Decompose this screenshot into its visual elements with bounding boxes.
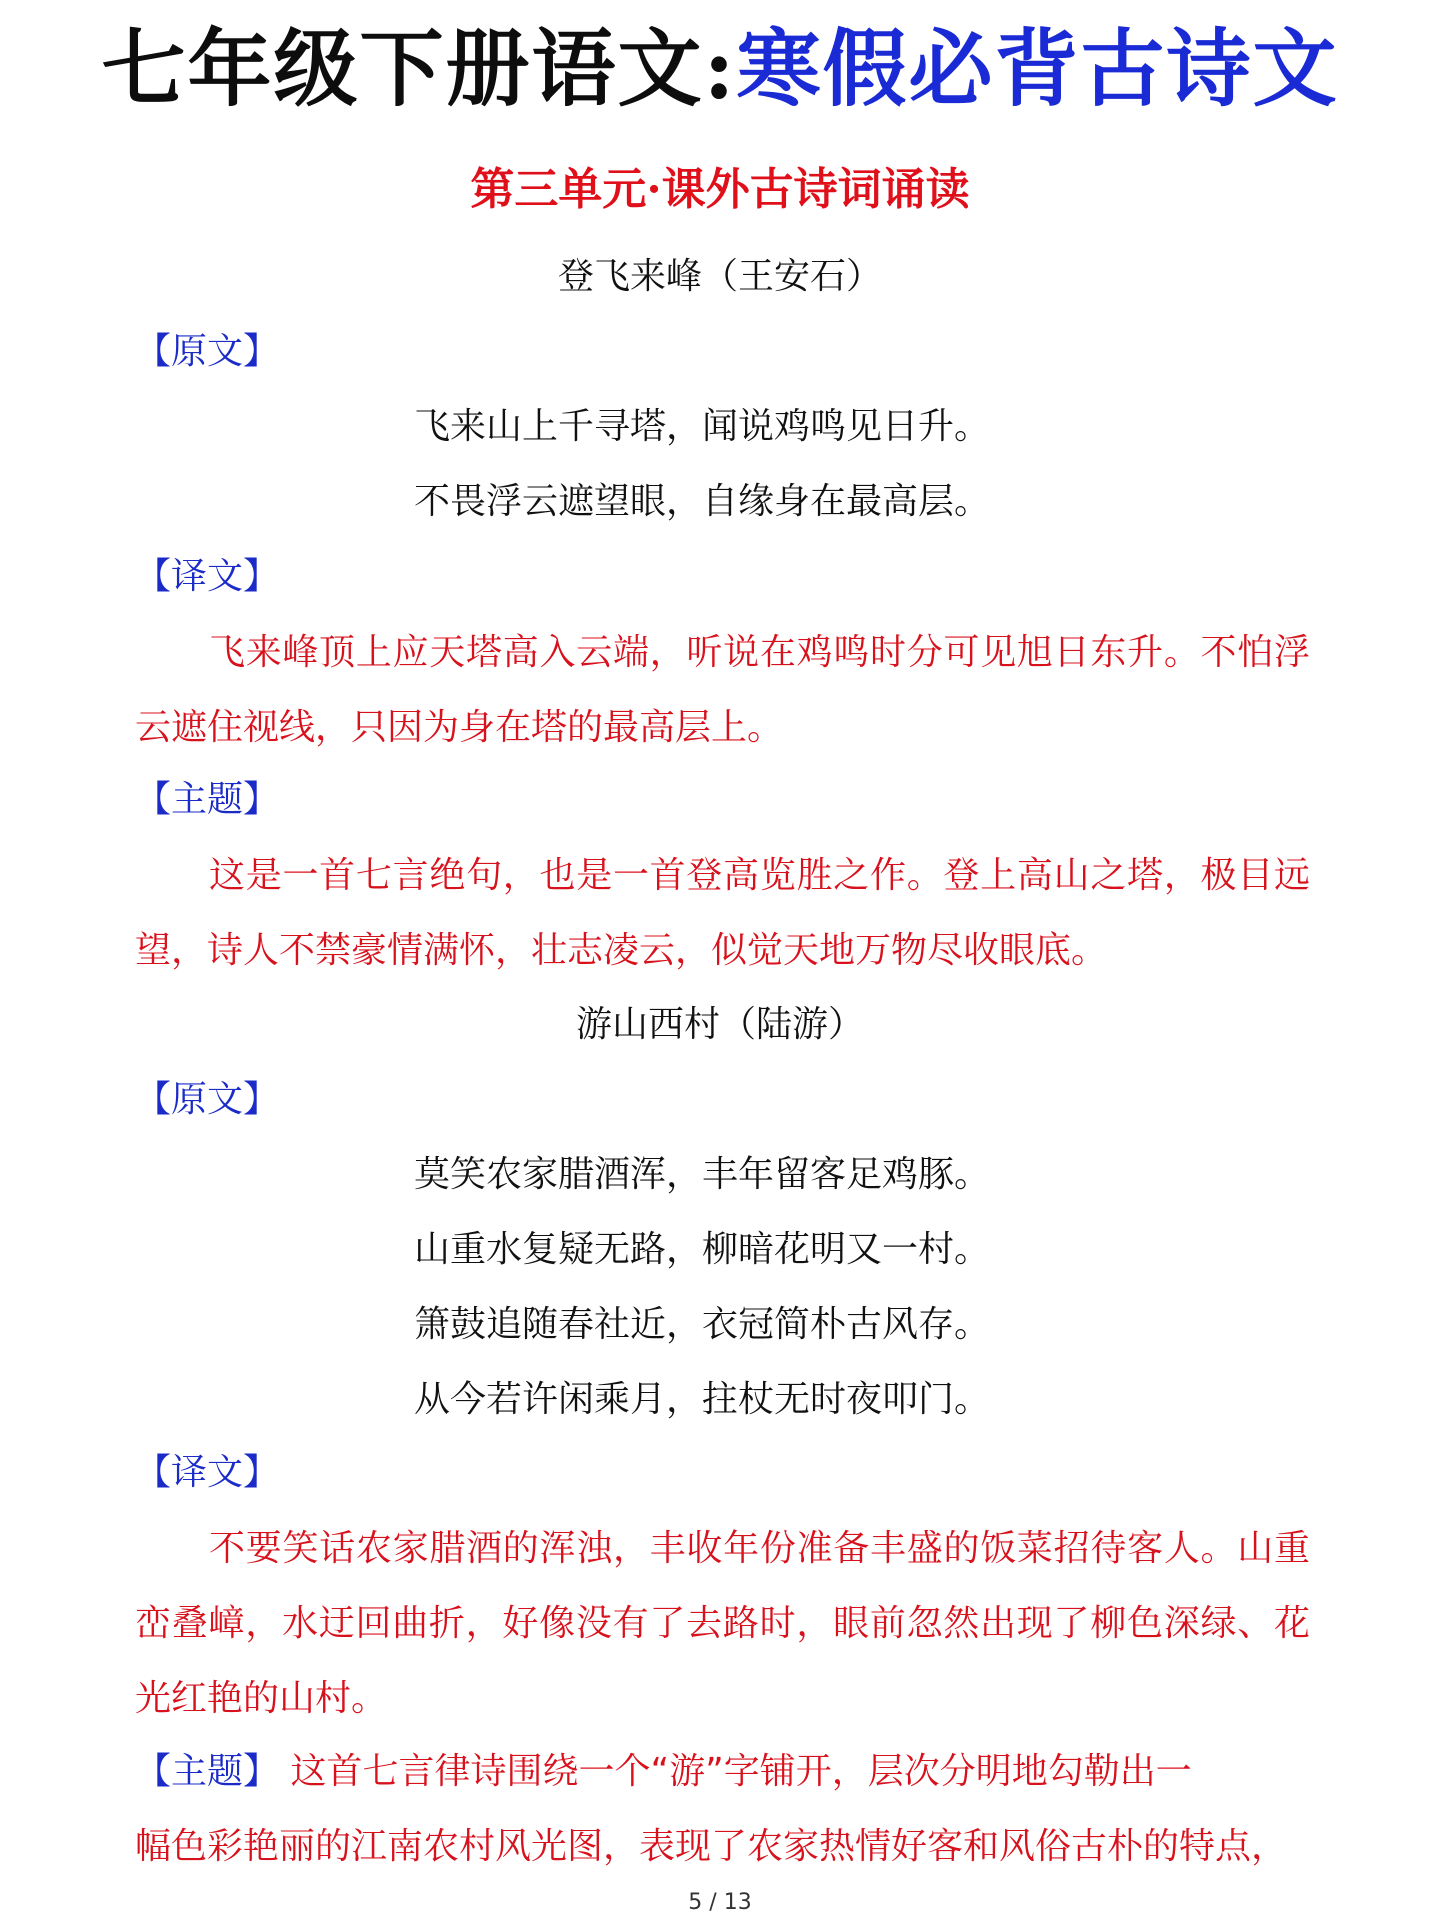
theme-text: 幅色彩艳丽的江南农村风光图，表现了农家热情好客和风俗古朴的特点， [135, 1826, 1288, 1867]
theme-paragraph-line [135, 1734, 1310, 1809]
section-label-theme: 【主题】 [135, 1751, 280, 1792]
theme-paragraph: 这是一首七言绝句，也是一首登高览胜之作。登上高山之塔，极目远望，诗人不禁豪情满怀，壮志凌云，似觉天地万物尽收眼底。 [135, 855, 1310, 971]
section-label-theme: 【主题】 [135, 779, 280, 820]
page-title-grade: 七年级下册语文: [101, 19, 737, 118]
theme-text: 这首七言律诗围绕一个“游”字铺开，层次分明地勾勒出一 [290, 1751, 1192, 1792]
verse-line: 飞来山上千寻塔，闻说鸡鸣见日升。 [414, 406, 991, 447]
page-title-topic: 寒假必背古诗文 [736, 19, 1339, 118]
verse-line: 山重水复疑无路，柳暗花明又一村。 [414, 1229, 991, 1270]
verse-line: 箫鼓追随春社近，衣冠简朴古风存。 [414, 1304, 991, 1345]
translation-paragraph: 飞来峰顶上应天塔高入云端，听说在鸡鸣时分可见旭日东升。不怕浮云遮住视线，只因为身在塔的最高层上。 [135, 632, 1310, 748]
unit-title: 第三单元·课外古诗词诵读 [470, 164, 970, 215]
poem-title: 登飞来峰（王安石） [557, 256, 882, 297]
section-label-original: 【原文】 [135, 331, 280, 372]
section-label-translation: 【译文】 [135, 1452, 280, 1493]
verse-line: 莫笑农家腊酒浑，丰年留客足鸡豚。 [414, 1154, 991, 1195]
verse-line: 不畏浮云遮望眼，自缘身在最高层。 [414, 481, 991, 522]
poem-title: 游山西村（陆游） [575, 1004, 864, 1045]
page-title [0, 14, 1440, 124]
translation-paragraph: 不要笑话农家腊酒的浑浊，丰收年份准备丰盛的饭菜招待客人。山重峦叠嶂，水迂回曲折，好像没有了去路时，眼前忽然出现了柳色深绿、花光红艳的山村。 [135, 1528, 1310, 1719]
verse-line: 从今若许闲乘月，拄杖无时夜叩门。 [414, 1379, 991, 1420]
theme-paragraph-line [135, 1809, 1310, 1884]
section-label-translation: 【译文】 [135, 556, 280, 597]
page-number: 5 / 13 [688, 1890, 752, 1915]
section-label-original: 【原文】 [135, 1079, 280, 1120]
